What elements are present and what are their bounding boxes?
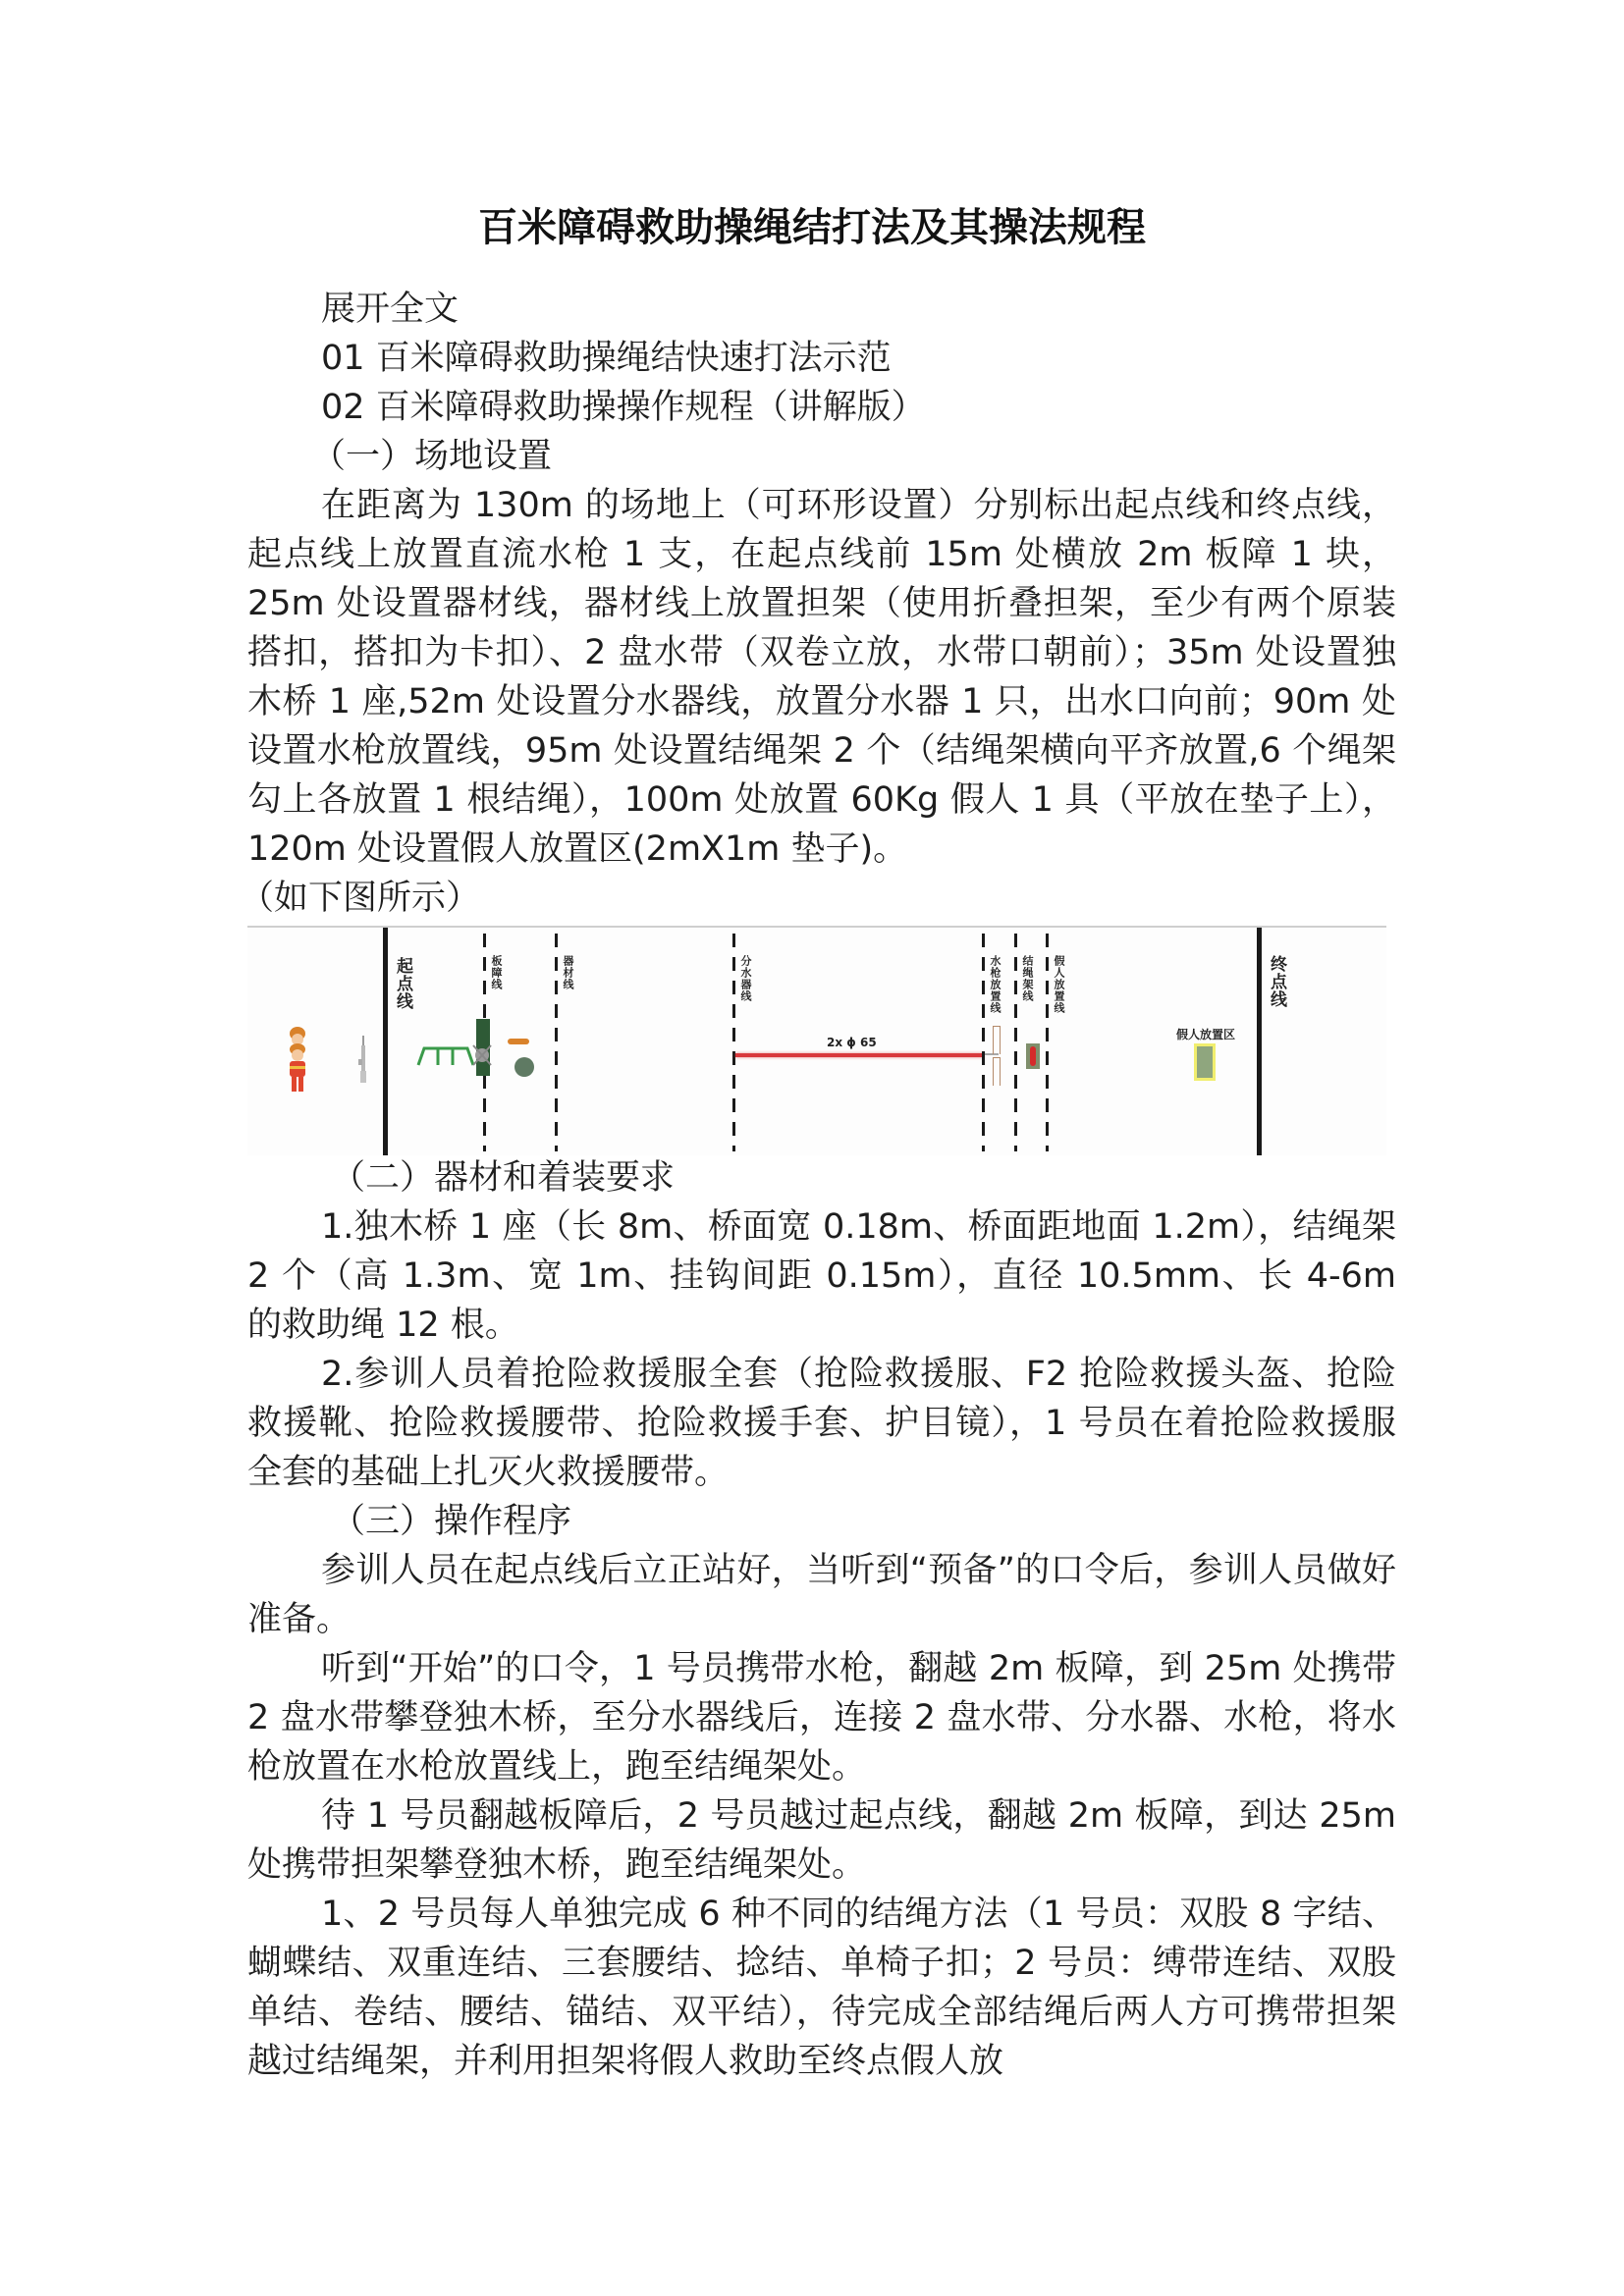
paragraph-site-setup: 在距离为 130m 的场地上（可环形设置）分别标出起点线和终点线，起点线上放置直流水枪 1 支，在起点线前 15m 处横放 2m 板障 1 块，25m 处设置器材线，器材线上放置担架（使用折叠担架，至少有两个原装搭扣，搭扣为卡扣）、2 盘水带（双卷立放，水带口朝前）；35m 处设置独木桥 1 座,52m 处设置分水器线，放置分水器 1 只，出水口向前；90m 处设置水枪放置线，95m 处设置结绳架 2 个（结绳架横向平齐放置,6 个绳架勾上各放置 1 根结绳），100m 处放置 60Kg 假人 1 具（平放在垫子上），120m 处设置假人放置区(2mX1m 垫子)。 bbox=[247, 486, 1396, 869]
water-divider-icon bbox=[471, 1043, 493, 1067]
start-line-label: 起点线 bbox=[393, 957, 412, 1010]
hose-roll-icon bbox=[514, 1057, 534, 1077]
figure-caption: （如下图所示） bbox=[240, 879, 481, 918]
hose-line bbox=[735, 1053, 983, 1057]
stretcher-icon bbox=[508, 1039, 529, 1044]
water-nozzle-icon bbox=[357, 1036, 369, 1085]
start-line bbox=[383, 928, 388, 1155]
equipment-line bbox=[555, 934, 558, 1151]
document-body-bottom bbox=[247, 1153, 1396, 2086]
dummy-zone-label: 假人放置区 bbox=[1176, 1028, 1236, 1041]
section-heading-procedure: （三）操作程序 bbox=[331, 1502, 572, 1541]
divider-line-label: 分水器线 bbox=[739, 955, 752, 1002]
section-heading-site-setup: （一）场地设置 bbox=[311, 437, 553, 476]
rope-frame-icon bbox=[993, 1026, 1001, 1054]
paragraph-procedure-3: 待 1 号员翻越板障后，2 号员越过起点线，翻越 2m 板障，到达 25m 处携带担架攀登独木桥，跑至结绳架处。 bbox=[247, 1796, 1396, 1885]
firefighter-icon bbox=[285, 1026, 310, 1095]
toc-item-2[interactable]: 02 百米障碍救助操操作规程（讲解版） bbox=[321, 388, 926, 427]
paragraph-equipment-1: 1.独木桥 1 座（长 8m、桥面宽 0.18m、桥面距地面 1.2m），结绳架 2 个（高 1.3m、宽 1m、挂钩间距 0.15m），直径 10.5mm、长 4-6m 的救助绳 12 根。 bbox=[247, 1207, 1396, 1345]
divider-line bbox=[732, 934, 735, 1151]
balance-beam-icon bbox=[416, 1045, 475, 1067]
rope-frame-line bbox=[1014, 934, 1017, 1151]
nozzle-placement-line bbox=[982, 934, 985, 1151]
section-heading-equipment: （二）器材和着装要求 bbox=[331, 1158, 676, 1198]
finish-line-label: 终点线 bbox=[1267, 955, 1286, 1008]
board-obstacle-line-label: 板障线 bbox=[490, 955, 503, 990]
paragraph-procedure-2: 听到“开始”的口令，1 号员携带水枪，翻越 2m 板障，到 25m 处携带 2 盘水带攀登独木桥，至分水器线后，连接 2 盘水带、分水器、水枪，将水枪放置在水枪放置线上，跑至结绳架处。 bbox=[247, 1649, 1396, 1787]
paragraph-procedure-4: 1、2 号员每人单独完成 6 种不同的结绳方法（1 号员：双股 8 字结、蝴蝶结、双重连结、三套腰结、捻结、单椅子扣；2 号员：缚带连结、双股单结、卷结、腰结、锚结、双平结），待完成全部结绳后两人方可携带担架越过结绳架，并利用担架将假人救助至终点假人放 bbox=[247, 1895, 1396, 2081]
dummy-placement-line-label: 假人放置线 bbox=[1053, 955, 1065, 1014]
hose-label: 2x ϕ 65 bbox=[827, 1036, 877, 1049]
dummy-zone-mat bbox=[1194, 1043, 1216, 1081]
rope-frame-line-label: 结绳架线 bbox=[1021, 955, 1034, 1002]
dummy-placement-line bbox=[1046, 934, 1049, 1151]
paragraph-procedure-1: 参训人员在起点线后立正站好，当听到“预备”的口令后，参训人员做好准备。 bbox=[247, 1551, 1396, 1639]
finish-line bbox=[1257, 928, 1262, 1155]
toc-item-1[interactable]: 01 百米障碍救助操绳结快速打法示范 bbox=[321, 339, 892, 378]
field-layout-diagram bbox=[247, 926, 1386, 1155]
paragraph-equipment-2: 2.参训人员着抢险救援服全套（抢险救援服、F2 抢险救援头盔、抢险救援靴、抢险救援腰带、抢险救援手套、护目镜），1 号员在着抢险救援服全套的基础上扎灭火救援腰带。 bbox=[247, 1355, 1396, 1492]
expand-full-text[interactable]: 展开全文 bbox=[321, 290, 460, 329]
nozzle-placement-line-label: 水枪放置线 bbox=[989, 955, 1001, 1014]
dummy-icon bbox=[1030, 1046, 1036, 1066]
equipment-line-label: 器材线 bbox=[562, 955, 574, 990]
document-body-top bbox=[240, 285, 1396, 923]
rope-frame-icon bbox=[993, 1057, 1001, 1086]
document-title: 百米障碍救助操绳结打法及其操法规程 bbox=[478, 205, 1146, 250]
